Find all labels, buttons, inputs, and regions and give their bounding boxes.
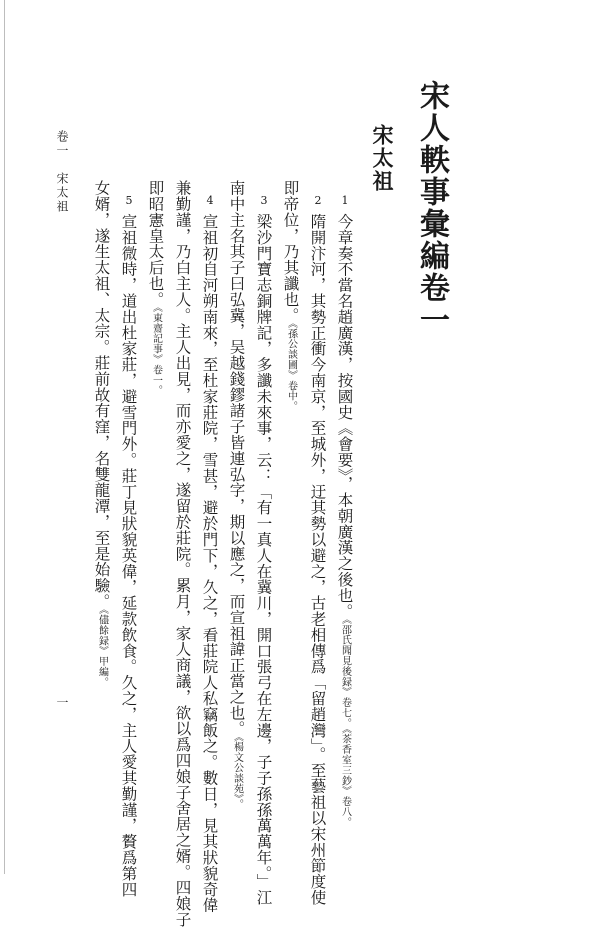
- running-head: 卷一 宋太祖: [55, 130, 69, 214]
- source-citation: 《儘餘録》甲編。: [96, 609, 108, 688]
- entry-text: 隋開汴河，其勢正衝今南京，至城外，迂其勢以避之，古老相傳爲「留趙灣」。至藝祖以宋州節度使: [308, 213, 327, 906]
- entry-number: 4: [203, 194, 217, 208]
- entry-text: 即帝位，乃其讖也。: [281, 180, 300, 324]
- section-title: 宋太祖: [370, 124, 395, 193]
- source-citation: 《孫公談圃》卷中。: [285, 323, 297, 412]
- entry-3-line-2: [228, 180, 244, 810]
- entry-text: 即昭憲皇太后也。: [146, 180, 165, 308]
- source-citation: 《楊文公談苑》。: [231, 736, 243, 810]
- entry-1-line-1: [336, 194, 352, 827]
- page-edge-rule: [4, 0, 5, 874]
- page-number: 一: [55, 696, 69, 708]
- entry-3-line-1: [255, 194, 271, 905]
- volume-title: 宋人軼事彙編卷一: [414, 80, 449, 336]
- entry-5-line-1: [120, 194, 136, 897]
- entry-text: 宣祖初自河朔南來，至杜家莊院，雪甚，避於門下，久之，看莊院人私竊飯之。數日，見其狀貌奇偉: [200, 213, 219, 914]
- source-citation: 《東齋記事》卷一。: [150, 307, 162, 396]
- entry-text: 今章奏不當名趙廣漢，按國史《會要》，本朝廣漢之後也。: [335, 213, 354, 620]
- source-citation: 《邵氏聞見後録》卷七。《茶香室三鈔》卷八。: [339, 619, 351, 828]
- entry-number: 2: [311, 194, 325, 208]
- entry-text: 女婿，遂生太祖、太宗。莊前故有窪，名雙龍潭，至是始驗。: [92, 180, 111, 610]
- entry-number: 5: [122, 194, 136, 208]
- entry-number: 3: [257, 194, 271, 208]
- entry-5-line-2: [93, 180, 109, 688]
- entry-2-line-2: [282, 180, 298, 412]
- entry-text: 南中主名其子曰弘冀，吴越錢鏐諸子皆連弘字，期以應之，而宣祖諱正當之也。: [227, 180, 246, 737]
- entry-4-line-2: [174, 180, 190, 927]
- entry-4-line-1: [201, 194, 217, 913]
- entry-text: 宣祖微時，道出杜家莊，避雪門外。莊丁見狀貌英偉，延款飲食。久之，主人愛其勤謹，贅爲第四: [119, 213, 138, 898]
- entry-4-line-3: [147, 180, 163, 396]
- entry-number: 1: [338, 194, 352, 208]
- entry-2-line-1: [309, 194, 325, 905]
- entry-text: 兼勤謹，乃白主人。主人出見，而亦愛之，遂留於莊院。累月，家人商議，欲以爲四娘子舍居之婿。四娘子: [173, 180, 192, 927]
- entry-text: 梁沙門寶志銅牌記，多讖未來事，云：「有一真人在冀川，開口張弓在左邊，子子孫孫萬萬年。」江: [254, 213, 273, 906]
